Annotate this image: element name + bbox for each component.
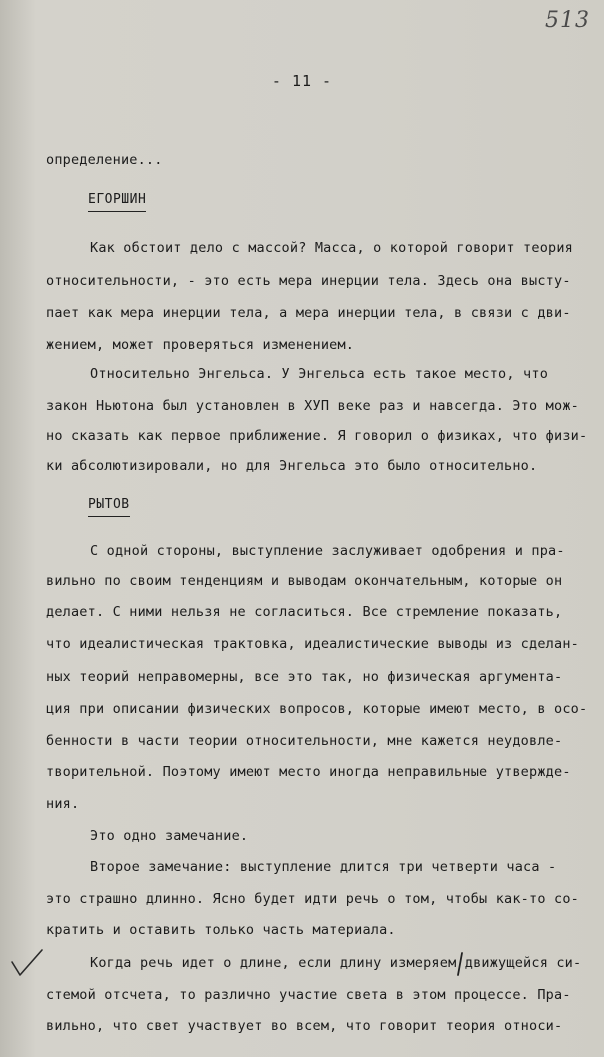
text-line: кратить и оставить только часть материала. (46, 922, 396, 938)
text-line: что идеалистическая трактовка, идеалистические выводы из сделан- (46, 636, 579, 652)
text-line: ки абсолютизировали, но для Энгельса это было относительно. (46, 458, 538, 474)
checkmark-icon (10, 948, 44, 978)
text-line: относительности, - это есть мера инерции тела. Здесь она высту- (46, 273, 571, 289)
text-line: ных теорий неправомерны, все это так, но физическая аргумента- (46, 669, 563, 685)
text-line: жением, может проверяться изменением. (46, 337, 355, 353)
text-line: Это одно замечание. (90, 828, 249, 844)
text-line: закон Ньютона был установлен в ХУП веке раз и навсегда. Это мож- (46, 398, 579, 414)
text-line: Как обстоит дело с массой? Масса, о которой говорит теория (90, 240, 574, 256)
archive-page-number: 513 (545, 8, 590, 33)
text-line: Когда речь идет о длине, если длину измеряем движущейся си- (90, 955, 582, 971)
text-line: определение... (46, 152, 163, 168)
text-line: бенности в части теории относительности, мне кажется неудовле- (46, 733, 563, 749)
insertion-mark-icon (455, 952, 465, 976)
text-line: вильно, что свет участвует во всем, что говорит теория относи- (46, 1018, 563, 1034)
text-line: но сказать как первое приближение. Я говорил о физиках, что физи- (46, 428, 588, 444)
speaker-heading: ЕГОРШИН (88, 192, 146, 212)
text-line: это страшно длинно. Ясно будет идти речь о том, чтобы как-то со- (46, 891, 579, 907)
text-line: Второе замечание: выступление длится три четверти часа - (90, 859, 557, 875)
text-line: Относительно Энгельса. У Энгельса есть такое место, что (90, 366, 549, 382)
text-line: С одной стороны, выступление заслуживает одобрения и пра- (90, 543, 565, 559)
text-line: стемой отсчета, то различно участие света в этом процессе. Пра- (46, 987, 571, 1003)
text-line: вильно по своим тенденциям и выводам окончательным, которые он (46, 573, 563, 589)
text-line: делает. С ними нельзя не согласиться. Все стремление показать, (46, 604, 563, 620)
text-line: ния. (46, 796, 80, 812)
page-number: - 11 - (271, 72, 333, 90)
text-line: творительной. Поэтому имеют место иногда неправильные утвержде- (46, 764, 571, 780)
text-line: пает как мера инерции тела, а мера инерции тела, в связи с дви- (46, 305, 571, 321)
text-line: ция при описании физических вопросов, которые имеют место, в осо- (46, 701, 588, 717)
speaker-heading: РЫТОВ (88, 497, 130, 517)
